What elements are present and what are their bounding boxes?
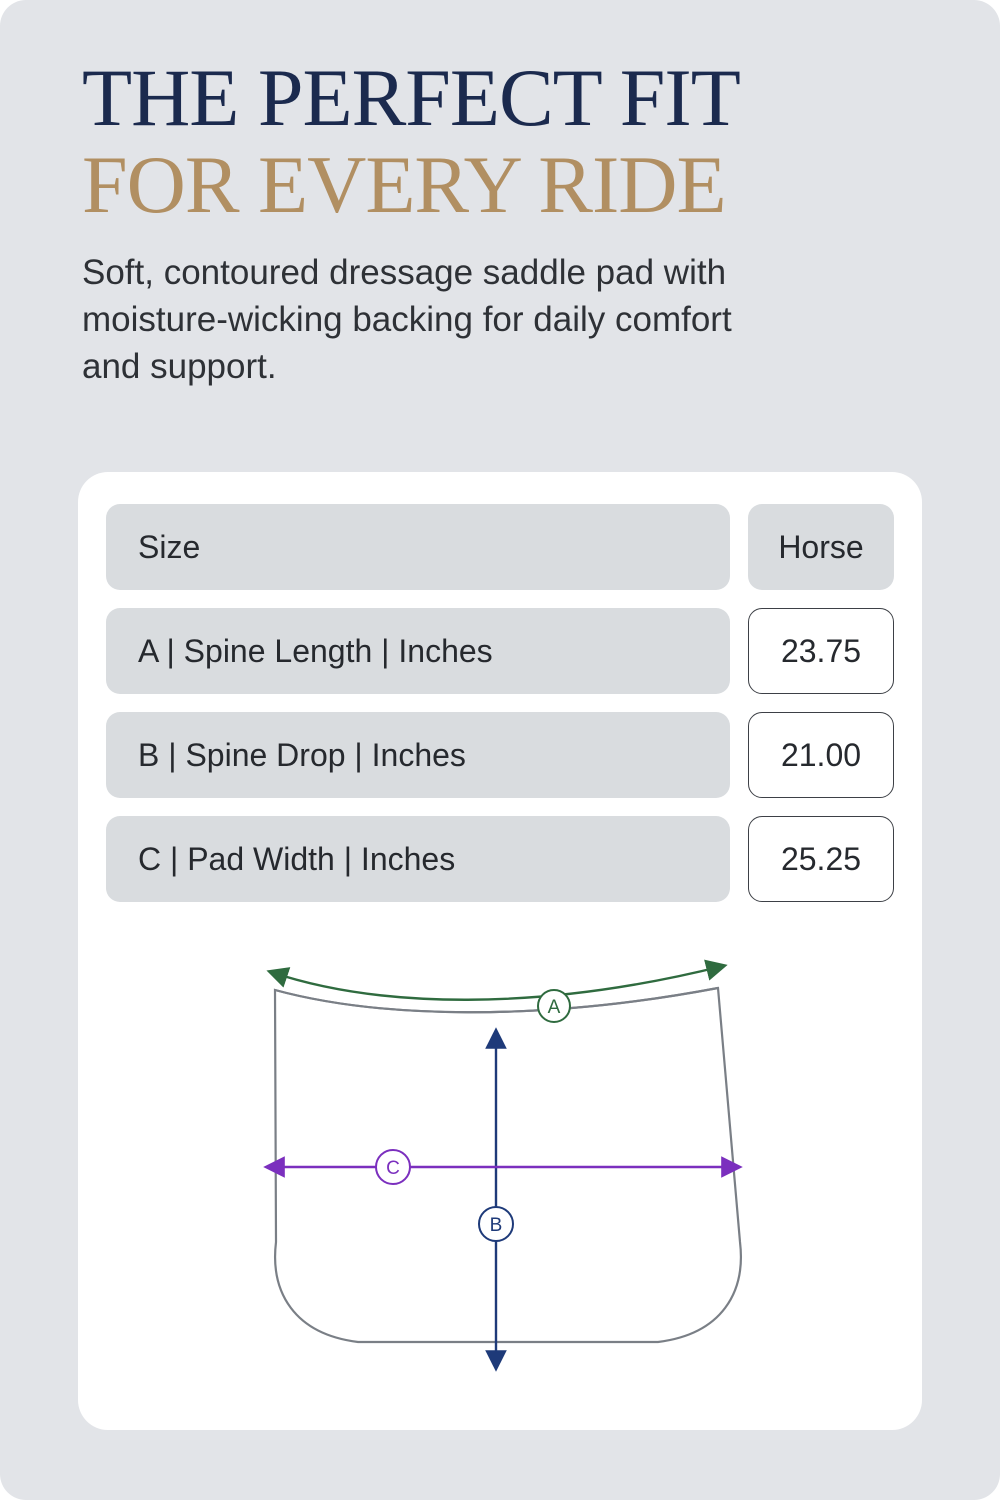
table-header-row [106, 504, 894, 590]
page-title-primary: THE PERFECT FIT [82, 52, 740, 143]
measurement-b-arrow [479, 1032, 513, 1367]
spec-card [78, 472, 922, 1430]
page-title-secondary: FOR EVERY RIDE [82, 139, 726, 231]
spec-label-c: C | Pad Width | Inches [106, 816, 730, 902]
spec-label-b: B | Spine Drop | Inches [106, 712, 730, 798]
measurement-a-arrow [271, 966, 723, 1022]
spec-label-a: A | Spine Length | Inches [106, 608, 730, 694]
spec-value-b: 21.00 [748, 712, 894, 798]
header [0, 0, 1000, 390]
spec-value-a: 23.75 [748, 608, 894, 694]
page-subtitle: Soft, contoured dressage saddle pad with moisture-wicking backing for daily comfort and support. [82, 253, 732, 386]
saddle-pad-diagram [78, 942, 922, 1412]
measurement-c-label: C [386, 1158, 400, 1179]
measurement-a-label: A [547, 997, 561, 1018]
measurement-b-label: B [489, 1215, 503, 1236]
table-header-label: Size [106, 504, 730, 590]
table-header-value: Horse [748, 504, 894, 590]
table-row [106, 712, 894, 798]
spec-value-c: 25.25 [748, 816, 894, 902]
pad-outline-shape [275, 988, 741, 1342]
table-row [106, 816, 894, 902]
table-row [106, 608, 894, 694]
measurement-c-arrow [268, 1150, 738, 1184]
